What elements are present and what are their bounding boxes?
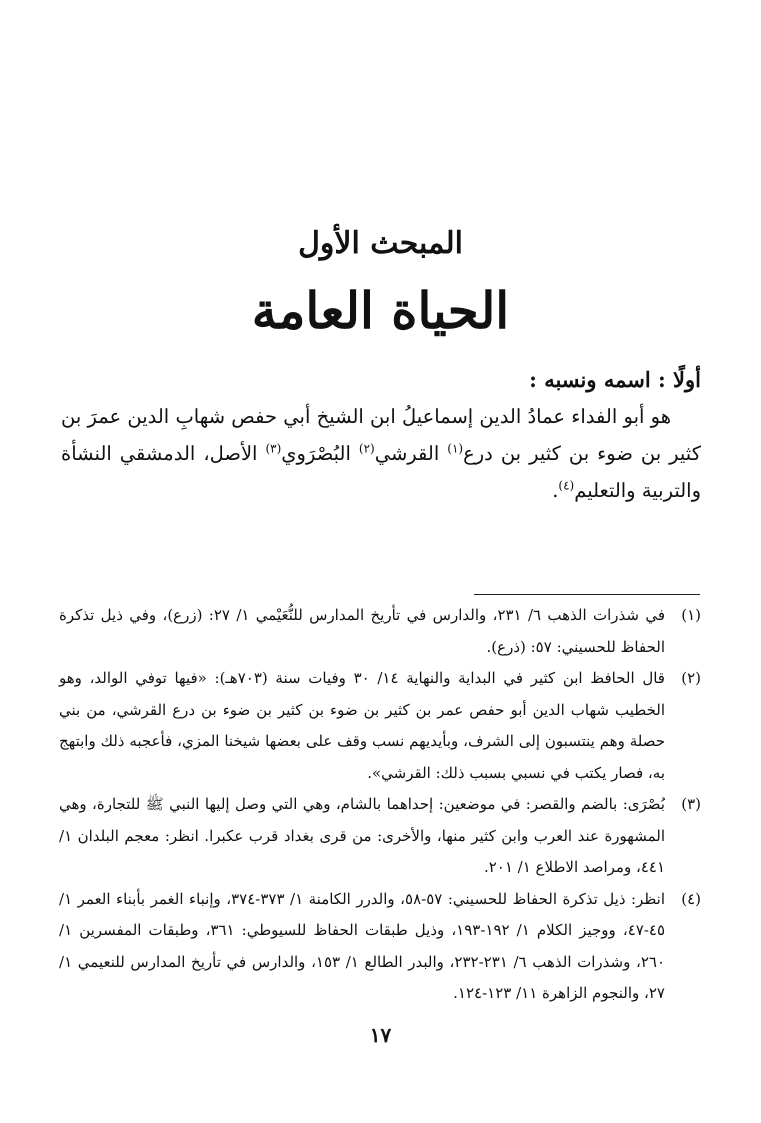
footnote-text: انظر: ذيل تذكرة الحفاظ للحسيني: ٥٧-٥٨، والدرر الكامنة ١/ ٣٧٣-٣٧٤، وإنباء الغمر بأبناء العمر ١/ ٤٥-٤٧، ووجيز الكلام ١/ ١٩٢-١٩٣، وذيل طبقات الحفاظ للسيوطي: ٣٦١، وطبقات المفسرين ١/ ٢٦٠، وشذرات الذهب ٦/ ٢٣١-٢٣٢، والبدر الطالع ١/ ١٥٣، والدارس في تأريخ المدارس للنعيمي ١/ ٢٧، والنجوم الزاهرة ١١/ ١٢٣-١٢٤. <box>59 889 666 1002</box>
footnote-item <box>59 663 701 789</box>
footnote-text: في شذرات الذهب ٦/ ٢٣١، والدارس في تأريخ المدارس للنُّعَيْمي ١/ ٢٧: (زرع)، وفي ذيل تذكرة الحفاظ للحسيني: ٥٧: (ذرع). <box>59 606 665 656</box>
footnote-number: (١) <box>681 606 701 624</box>
footnote-ref-3[interactable]: (٣) <box>265 441 282 456</box>
body-text-part5: . <box>552 479 559 502</box>
body-text-part1: هو أبو الفداء عمادُ الدين إسماعيلُ ابن الشيخ أبي حفص شهابِ الدين عمرَ بن كثير بن ضوء بن كثير بن درع <box>61 405 701 465</box>
footnote-ref-2[interactable]: (٢) <box>358 441 375 456</box>
body-text-part2: القرشي <box>374 442 448 465</box>
body-text-part4: الأصل، الدمشقي النشأة والتربية والتعليم <box>61 442 701 502</box>
footnote-item <box>59 789 701 884</box>
footnote-ref-4[interactable]: (٤) <box>558 478 575 493</box>
footnotes <box>59 600 701 1010</box>
chapter-title: الحياة العامة <box>251 281 510 340</box>
chapter-label: المبحث الأول <box>298 226 463 261</box>
footnote-number: (٢) <box>681 669 701 687</box>
body-text-part3: البُصْرَوي <box>281 442 359 465</box>
footnote-divider <box>474 594 700 595</box>
section-heading: أولًا : اسمه ونسبه : <box>529 367 701 392</box>
footnote-number: (٣) <box>681 795 701 813</box>
footnote-item <box>59 884 701 1010</box>
footnote-text: قال الحافظ ابن كثير في البداية والنهاية ١٤/ ٣٠ وفيات سنة (٧٠٣هـ): «فيها توفي الوالد، وهو الخطيب شهاب الدين أبو حفص عمر بن كثير بن ضوء بن كثير بن ضوء بن درع القرشي، من بني حصلة وهم ينتسبون إلى الشرف، وبأيديهم نسب وقف على بعضها شيخنا المزي، فأعجبه ذلك وابتهج به، فصار يكتب في نسبي بسبب ذلك: القرشي». <box>59 669 665 782</box>
footnote-number: (٤) <box>681 889 701 908</box>
page-number: ١٧ <box>369 1023 392 1047</box>
footnote-ref-1[interactable]: (١) <box>447 441 464 456</box>
footnote-text: بُصْرَى: بالضم والقصر: في موضعين: إحداهما بالشام، وهي التي وصل إليها النبي ﷺ للتجارة، وهي المشهورة عند العرب وابن كثير منها، والأخرى: من قرى بغداد قرب عكبرا. انظر: معجم البلدان ١/ ٤٤١، ومراصد الاطلاع ١/ ٢٠١. <box>59 795 665 876</box>
footnote-item <box>59 600 701 663</box>
body-paragraph <box>61 398 701 509</box>
